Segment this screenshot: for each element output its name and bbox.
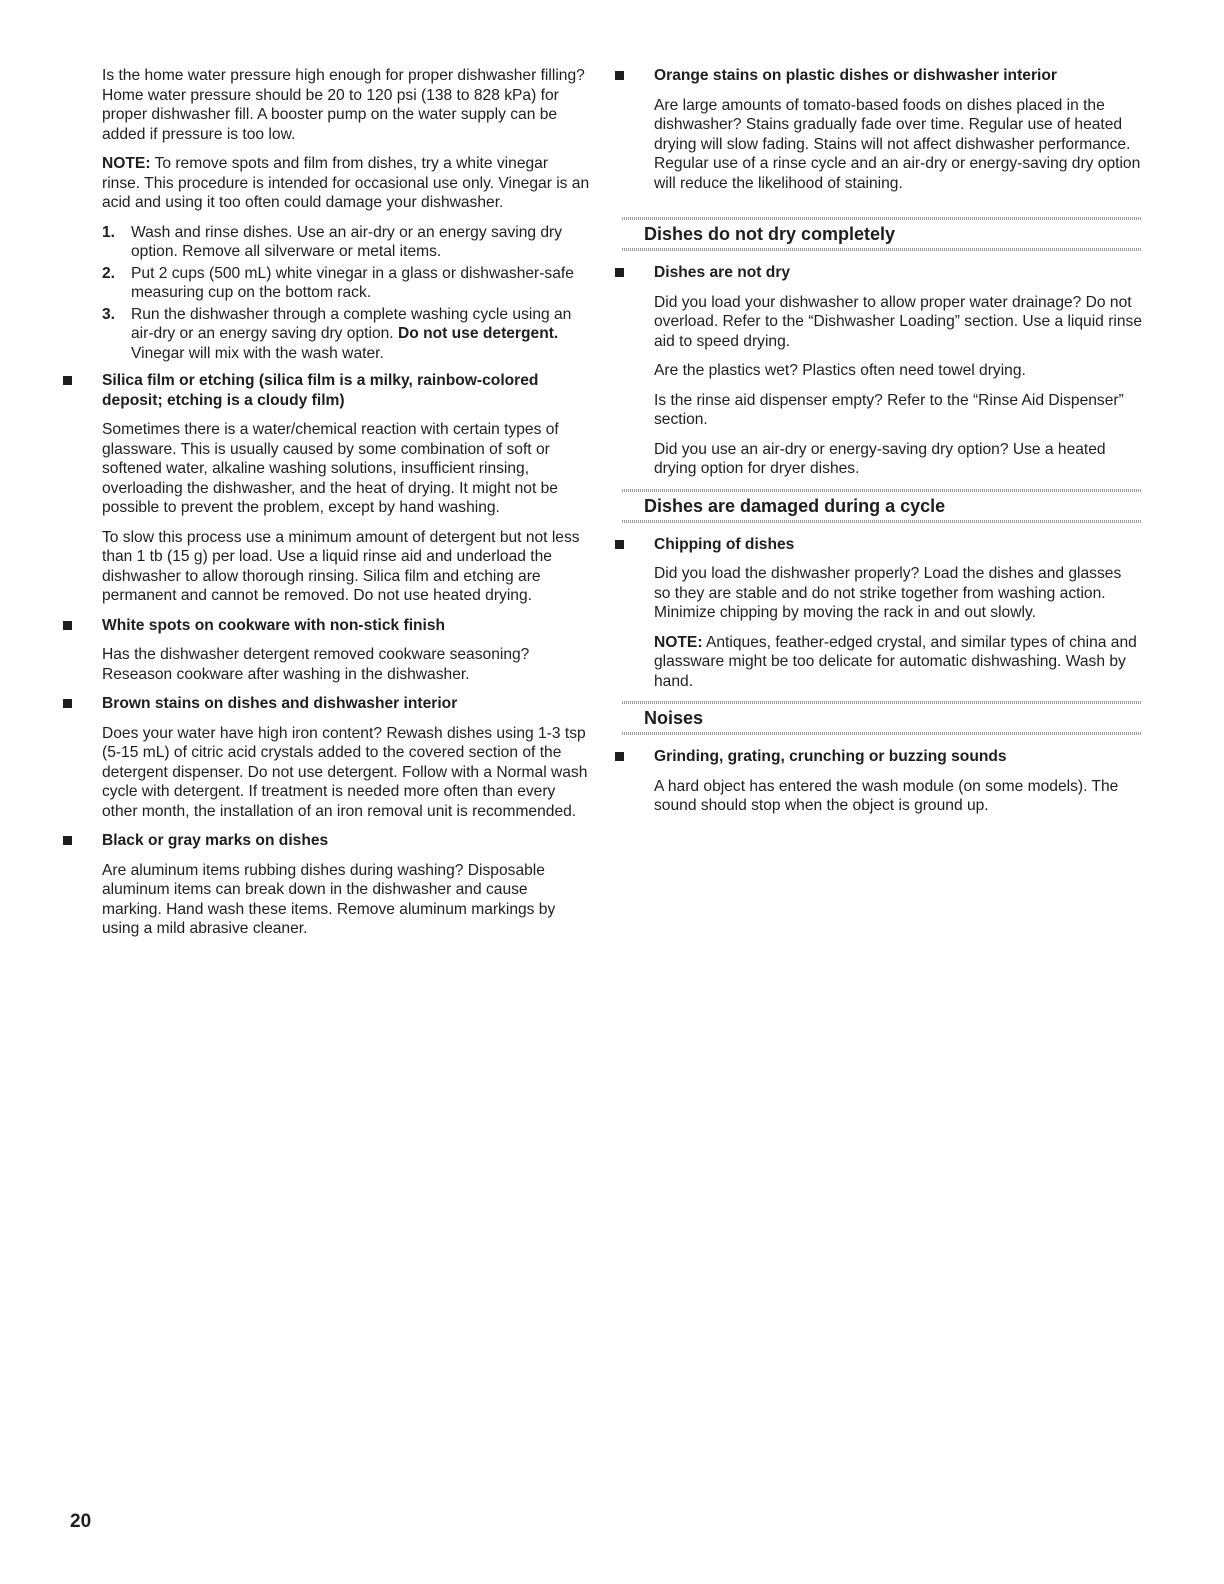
chipping-heading: Chipping of dishes <box>612 535 1142 555</box>
square-bullet-icon <box>615 71 624 80</box>
chipping-note <box>612 633 1142 692</box>
square-bullet-icon <box>615 268 624 277</box>
step-text: Put 2 cups (500 mL) white vinegar in a glass or dishwasher-safe measuring cup on the bottom rack. <box>131 264 574 301</box>
brown-stains-paragraph: Does your water have high iron content? Rewash dishes using 1-3 tsp (5-15 mL) of citric acid crystals added to the covered section of the detergent dispenser. Do not use detergent. Follow with a Normal wash cycle with detergent. If treatment is needed more often than every other month, the installation of an iron removal unit is recommended. <box>102 724 588 820</box>
white-spots-heading: White spots on cookware with non-stick finish <box>60 616 590 636</box>
square-bullet-icon <box>615 752 624 761</box>
section-title-damaged: Dishes are damaged during a cycle <box>612 489 1142 523</box>
square-bullet-icon <box>63 376 72 385</box>
white-spots-paragraph: Has the dishwasher detergent removed cookware seasoning? Reseason cookware after washing in the dishwasher. <box>102 646 530 683</box>
brown-stains-heading: Brown stains on dishes and dishwasher interior <box>60 694 590 714</box>
step-item <box>102 264 590 303</box>
step-number: 3. <box>102 305 116 323</box>
square-bullet-icon <box>63 699 72 708</box>
orange-stains-heading: Orange stains on plastic dishes or dishwasher interior <box>612 66 1142 86</box>
step-number: 1. <box>102 223 116 241</box>
water-pressure-paragraph: Is the home water pressure high enough for proper dishwasher filling? Home water pressure should be 20 to 120 psi (138 to 828 kPa) for proper dishwasher fill. A booster pump on the water supply can be added if pressure is too low. <box>102 67 585 143</box>
page-number: 20 <box>70 1511 92 1532</box>
vinegar-note <box>60 154 590 213</box>
square-bullet-icon <box>63 836 72 845</box>
note-text: To remove spots and film from dishes, try a white vinegar rinse. This procedure is intended for occasional use only. Vinegar is an acid and using it too often could damage your dishwasher. <box>102 155 590 211</box>
step-text: Wash and rinse dishes. Use an air-dry or an energy saving dry option. Remove all silverware or metal items. <box>131 223 563 260</box>
section-title-noises: Noises <box>612 701 1142 735</box>
note-label: NOTE: <box>102 155 151 172</box>
step-warning: Do not use detergent. <box>397 325 559 342</box>
left-column <box>60 66 590 949</box>
note-label: NOTE: <box>654 633 703 651</box>
silica-film-heading: Silica film or etching (silica film is a milky, rainbow-colored deposit; etching is a cloudy film) <box>60 371 590 410</box>
not-dry-paragraph-2: Are the plastics wet? Plastics often need towel drying. <box>654 362 1026 379</box>
not-dry-paragraph-1: Did you load your dishwasher to allow proper water drainage? Do not overload. Refer to the “Dishwasher Loading” section. Use a liquid rinse aid to speed drying. <box>654 293 1142 350</box>
dishes-not-dry-heading: Dishes are not dry <box>612 263 1142 283</box>
not-dry-paragraph-3: Is the rinse aid dispenser empty? Refer to the “Rinse Aid Dispenser” section. <box>654 391 1124 428</box>
not-dry-paragraph-4: Did you use an air-dry or energy-saving dry option? Use a heated drying option for dryer dishes. <box>654 440 1106 477</box>
section-title-dry: Dishes do not dry completely <box>612 217 1142 251</box>
silica-paragraph-2: To slow this process use a minimum amount of detergent but not less than 1 tb (15 g) per load. Use a liquid rinse aid and underload the dishwasher to allow thorough rinsing. Silica film and etching are permanent and cannot be removed. Do not use heated drying. <box>102 528 580 604</box>
chipping-paragraph: Did you load the dishwasher properly? Load the dishes and glasses so they are stable and do not strike together from washing action. Minimize chipping by moving the rack in and out slowly. <box>654 565 1122 621</box>
black-marks-heading: Black or gray marks on dishes <box>60 831 590 851</box>
grinding-heading: Grinding, grating, crunching or buzzing sounds <box>612 747 1142 767</box>
note-text: Antiques, feather-edged crystal, and similar types of china and glassware might be too delicate for automatic dishwashing. Wash by hand. <box>654 633 1137 690</box>
vinegar-steps-list <box>60 223 590 364</box>
black-marks-paragraph: Are aluminum items rubbing dishes during washing? Disposable aluminum items can break down in the dishwasher and cause marking. Hand wash these items. Remove aluminum markings by using a mild abrasive cleaner. <box>102 861 556 937</box>
step-text-end: Vinegar will mix with the wash water. <box>131 344 384 362</box>
step-item <box>102 223 590 262</box>
step-text: Run the dishwasher through a complete washing cycle using an air-dry or an energy saving dry option. <box>131 305 572 342</box>
right-column <box>612 66 1142 826</box>
step-number: 2. <box>102 264 116 282</box>
grinding-paragraph: A hard object has entered the wash module (on some models). The sound should stop when the object is ground up. <box>654 777 1119 814</box>
orange-stains-paragraph: Are large amounts of tomato-based foods on dishes placed in the dishwasher? Stains gradually fade over time. Regular use of heated drying will slow fading. Stains will not affect dishwasher performance. Regular use of a rinse cycle and an air-dry or energy-saving dry option will reduce the likelihood of staining. <box>654 96 1141 192</box>
square-bullet-icon <box>615 540 624 549</box>
step-item <box>102 305 590 364</box>
square-bullet-icon <box>63 621 72 630</box>
silica-paragraph-1: Sometimes there is a water/chemical reaction with certain types of glassware. This is usually caused by some combination of soft or softened water, alkaline washing solutions, insufficient rinsing, overloading the dishwasher, and the heat of drying. It might not be possible to prevent the problem, except by hand washing. <box>102 421 559 516</box>
